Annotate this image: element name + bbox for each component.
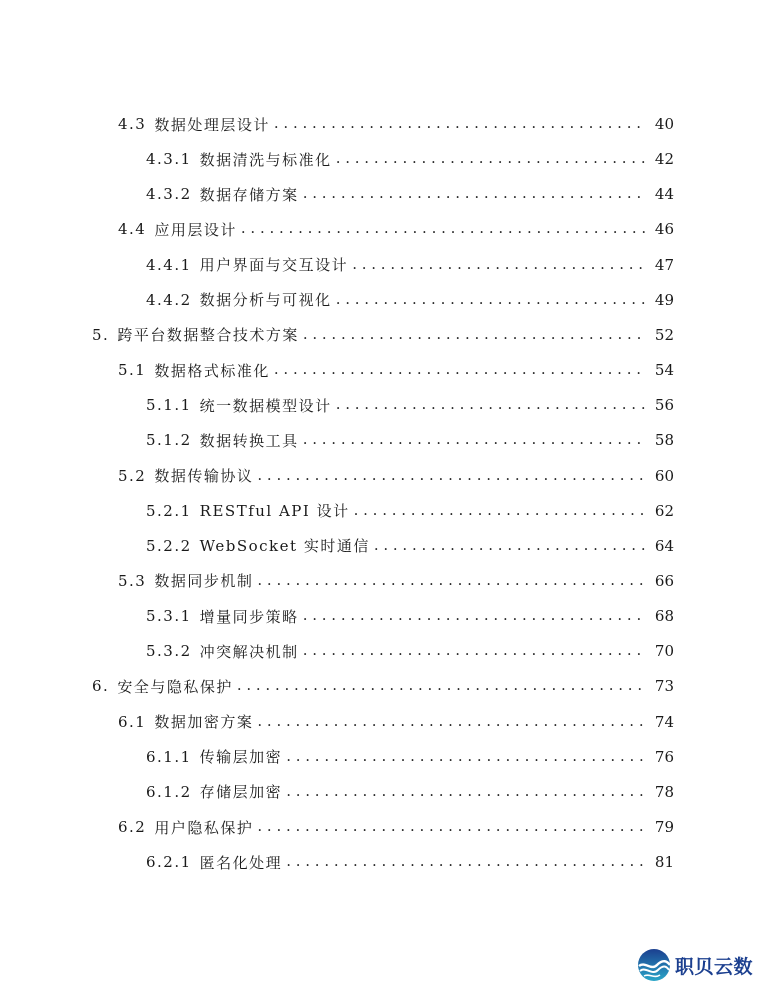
- toc-entry-page-number: 74: [654, 712, 674, 731]
- toc-dot-leader: [374, 538, 646, 554]
- toc-dot-leader: [303, 608, 646, 624]
- toc-dot-leader: [257, 714, 646, 730]
- toc-entry: [146, 604, 674, 628]
- toc-entry-title: 冲突解决机制: [199, 642, 299, 661]
- toc-entry-page-number: 79: [654, 818, 674, 836]
- toc-entry-page-number: 78: [654, 782, 674, 801]
- toc-entry-number: 4.4.1: [146, 255, 192, 274]
- toc-entry-title: 数据转换工具: [199, 431, 299, 450]
- toc-dot-leader: [257, 468, 646, 484]
- toc-entry: [92, 674, 674, 698]
- toc-entry-number: 4.3: [118, 115, 147, 133]
- toc-entry-page-number: 60: [654, 466, 674, 485]
- toc-entry-number: 5.2.1: [146, 501, 192, 520]
- toc-entry-page-number: 54: [654, 361, 674, 380]
- toc-entry-title: 用户隐私保护: [154, 818, 254, 837]
- toc-entry: [146, 182, 674, 206]
- toc-entry: [118, 217, 674, 241]
- toc-dot-leader: [303, 327, 646, 343]
- toc-dot-leader: [241, 221, 646, 237]
- toc-entry-number: 5.2: [118, 466, 147, 485]
- toc-dot-leader: [274, 116, 646, 132]
- toc-entry-title: 统一数据模型设计: [199, 396, 332, 415]
- toc-entry: [92, 323, 674, 347]
- toc-entry-number: 6.1.2: [146, 782, 192, 801]
- toc-dot-leader: [303, 432, 646, 448]
- wave-globe-icon: [636, 947, 672, 983]
- toc-dot-leader: [336, 397, 646, 413]
- brand-name: 职贝云数: [675, 955, 754, 978]
- toc-entry-number: 5.3.2: [146, 642, 192, 661]
- toc-dot-leader: [336, 292, 646, 308]
- toc-entry: [118, 464, 674, 488]
- toc-dot-leader: [352, 257, 646, 273]
- toc-entry-page-number: 68: [654, 607, 674, 626]
- toc-entry-title: 数据加密方案: [154, 713, 254, 732]
- toc-dot-leader: [257, 573, 646, 589]
- toc-entry-title: 安全与隐私保护: [117, 677, 233, 696]
- toc-entry-number: 4.4.2: [146, 290, 192, 309]
- toc-entry-page-number: 56: [654, 396, 674, 415]
- toc-entry-number: 4.3.2: [146, 185, 192, 204]
- toc-entry-page-number: 44: [654, 185, 674, 204]
- toc-dot-leader: [286, 749, 646, 765]
- toc-entry-page-number: 76: [654, 747, 674, 766]
- toc-entry-page-number: 40: [654, 115, 674, 133]
- toc-entry: [146, 780, 674, 804]
- toc-entry-title: 数据传输协议: [154, 467, 254, 485]
- toc-entry: [146, 534, 674, 558]
- toc-entry-title: 数据处理层设计: [154, 115, 270, 134]
- toc-entry: [118, 112, 674, 136]
- toc-entry-number: 5.1.2: [146, 431, 192, 450]
- toc-entry-title: 数据清洗与标准化: [199, 150, 332, 169]
- toc-entry: [146, 147, 674, 171]
- toc-entry-number: 4.3.1: [146, 150, 192, 169]
- toc-entry-page-number: 58: [654, 431, 674, 450]
- toc-entry-page-number: 52: [654, 325, 674, 344]
- toc-entry: [146, 428, 674, 452]
- toc-dot-leader: [354, 503, 646, 519]
- toc-entry-number: 5.3.1: [146, 607, 192, 626]
- toc-entry-page-number: 70: [654, 642, 674, 661]
- toc-entry: [118, 815, 674, 839]
- toc-entry-number: 5.1.1: [146, 396, 192, 415]
- toc-entry-number: 5.3: [118, 571, 147, 590]
- toc-entry: [146, 639, 674, 663]
- toc-entry: [146, 288, 674, 312]
- toc-entry-page-number: 66: [654, 571, 674, 590]
- toc-dot-leader: [303, 643, 646, 659]
- toc-entry-title: 数据存储方案: [199, 185, 299, 204]
- toc-entry: [146, 850, 674, 874]
- toc-entry-page-number: 73: [654, 677, 674, 696]
- toc-entry-number: 6.1: [118, 712, 147, 731]
- toc-entry-page-number: 46: [654, 220, 674, 239]
- brand-logo: [636, 946, 760, 984]
- toc-entry-number: 6.1.1: [146, 747, 192, 766]
- toc-entry-page-number: 62: [654, 501, 674, 520]
- toc-entry-title: 匿名化处理: [199, 853, 283, 872]
- toc-entry-title: WebSocket 实时通信: [199, 537, 370, 556]
- toc-dot-leader: [274, 362, 646, 378]
- toc-entry-number: 5.2.2: [146, 536, 192, 555]
- toc-dot-leader: [303, 186, 646, 202]
- toc-entry-title: 数据格式标准化: [154, 361, 270, 380]
- toc-entry-number: 6.2.1: [146, 853, 192, 872]
- toc-dot-leader: [257, 819, 646, 835]
- toc-entry-title: 数据同步机制: [154, 572, 254, 591]
- toc-entry-title: 存储层加密: [199, 783, 283, 802]
- toc-entry-number: 6.: [92, 677, 110, 696]
- toc-entry-page-number: 81: [654, 853, 674, 872]
- toc-entry-number: 4.4: [118, 220, 147, 239]
- toc-entry-number: 6.2: [118, 818, 147, 836]
- toc-dot-leader: [237, 678, 646, 694]
- toc-entry-title: RESTful API 设计: [199, 502, 350, 521]
- toc-entry: [118, 358, 674, 382]
- toc-entry: [146, 745, 674, 769]
- toc-entry-page-number: 47: [654, 255, 674, 274]
- toc-dot-leader: [336, 151, 646, 167]
- toc-entry-title: 增量同步策略: [199, 607, 299, 626]
- toc-dot-leader: [286, 854, 646, 870]
- toc-entry: [118, 569, 674, 593]
- toc-entry-number: 5.: [92, 325, 110, 344]
- toc-entry-title: 传输层加密: [199, 748, 283, 767]
- toc-entry: [118, 710, 674, 734]
- toc-entry-title: 用户界面与交互设计: [199, 256, 349, 275]
- toc-entry: [146, 253, 674, 277]
- toc-entry-title: 跨平台数据整合技术方案: [117, 326, 299, 345]
- toc-entry-page-number: 49: [654, 290, 674, 309]
- toc-entry: [146, 393, 674, 417]
- toc-entry-title: 数据分析与可视化: [199, 291, 332, 310]
- toc-entry-page-number: 64: [654, 536, 674, 555]
- toc-entry: [146, 499, 674, 523]
- toc-entry-title: 应用层设计: [154, 220, 237, 239]
- toc-entry-page-number: 42: [654, 150, 674, 169]
- toc-dot-leader: [286, 784, 646, 800]
- toc-entry-number: 5.1: [118, 361, 147, 380]
